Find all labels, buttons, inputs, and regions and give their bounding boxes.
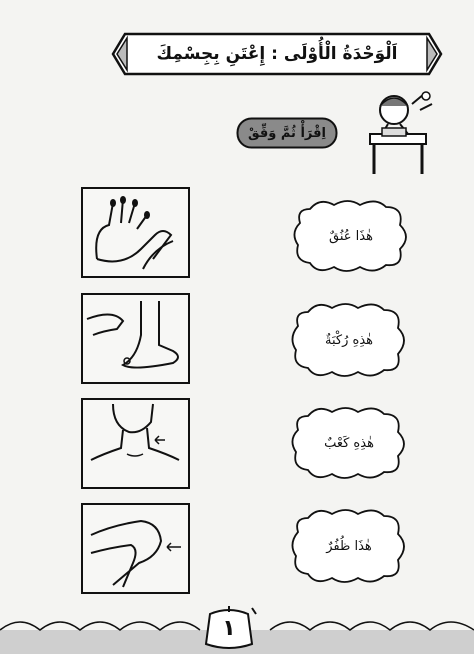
student-reading-icon [352, 88, 442, 178]
sentence-1: هٰذَا عُنُقٌ [329, 228, 373, 244]
page-number: ١ [222, 615, 236, 641]
picture-box-foot[interactable] [81, 293, 190, 384]
picture-box-neck[interactable] [81, 398, 190, 489]
sentence-4: هٰذَا ظُفُرٌ [326, 538, 372, 554]
picture-box-knee[interactable] [81, 503, 190, 594]
unit-title: اَلْوَحْدَةُ الْأُوْلَى : إِعْتَنِ بِجِسْمِكَ [156, 44, 398, 64]
sentence-2: هٰذِهِ رُكْبَةٌ [325, 332, 373, 348]
sentence-3: هٰذِهِ كَعْبٌ [324, 435, 374, 451]
foot-heel-icon [83, 295, 187, 381]
neck-icon [83, 400, 187, 486]
knee-icon [83, 505, 187, 591]
picture-box-fingernails[interactable] [81, 187, 190, 278]
instruction-label: اِقْرَأْ ثُمَّ وَفِّقْ [248, 125, 326, 141]
fingernails-icon [83, 189, 187, 275]
